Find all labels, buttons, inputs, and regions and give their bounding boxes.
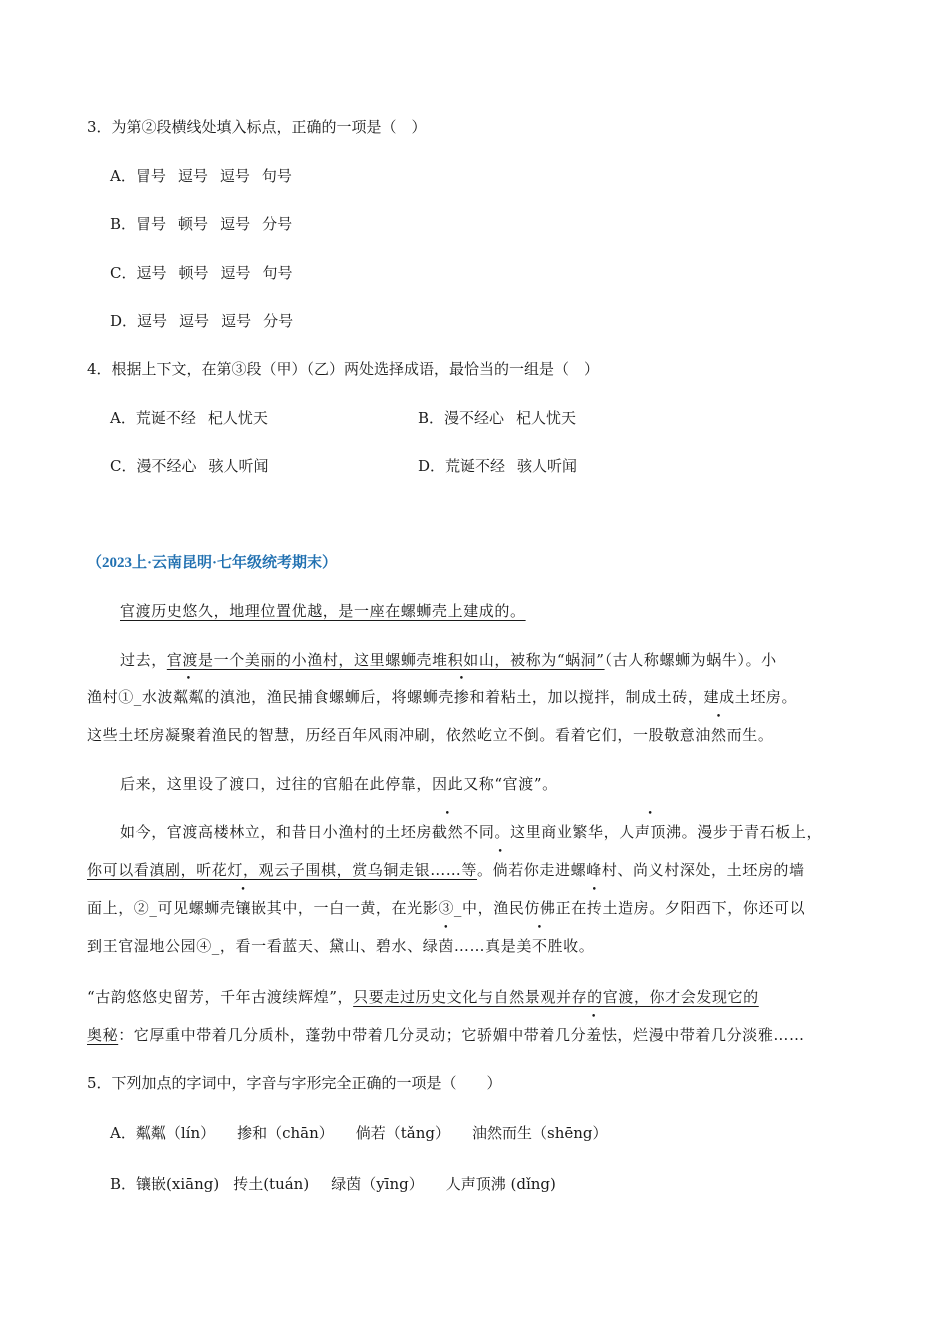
option-part: 顿号 (178, 264, 209, 282)
underlined-text: 官渡是一个美丽的小渔村，这里螺蛳壳堆积如山，被称为“蜗洞” (166, 651, 605, 669)
q4-option-b[interactable] (418, 406, 576, 430)
source-label: （2023上·云南昆明·七年级统考期末） (87, 555, 338, 571)
option-part: 冒号 (136, 215, 167, 233)
passage-p5-line1 (87, 985, 759, 1009)
q4-option-c[interactable] (110, 454, 269, 478)
question-3-stem: 3．为第②段横线处填入标点，正确的一项是（ ） (87, 118, 427, 136)
option-item: 抟土(tuán) (233, 1175, 310, 1193)
option-label: B． (110, 1175, 137, 1193)
passage-p2-line1 (120, 648, 777, 672)
dotted-word: 人声顶沸 (619, 823, 682, 841)
text: 嵌其中，一白一黄，在光影③_中，渔民仿佛正在 (251, 899, 587, 917)
option-part: 分号 (262, 215, 293, 233)
text: 怯，烂漫中带着几分淡雅…… (601, 1026, 805, 1044)
option-item: 人声顶沸 (dǐng) (445, 1175, 556, 1193)
option-part: 杞人忧天 (516, 409, 577, 427)
text: 到王官湿地公园④_，看一看蓝天、黛山、碧水、绿 (87, 937, 439, 955)
option-part: 顿号 (178, 215, 209, 233)
option-label: A． (110, 1124, 136, 1142)
option-item: 油然而生（shēng） (472, 1124, 608, 1142)
dotted-word: 倘 (492, 861, 509, 879)
passage-p4-line2 (87, 858, 805, 882)
text: （古人称螺蛳为蜗牛）。小 (604, 651, 777, 669)
option-item: 掺和（chān） (237, 1124, 334, 1142)
q3-option-b[interactable] (110, 212, 292, 236)
text: 过去， (120, 651, 167, 669)
passage-p3: 后来，这里设了渡口，过往的官船在此停靠，因此又称“官渡”。 (120, 775, 558, 793)
option-label: A． (110, 167, 136, 185)
option-part: 逗号 (220, 264, 251, 282)
passage-p4-line3 (87, 896, 805, 920)
option-label: B． (418, 409, 445, 427)
question-5-stem: 5．下列加点的字词中，字音与字形完全正确的一项是（ ） (87, 1074, 502, 1092)
underlined-text: 官渡历史悠久，地理位置优越，是一座在螺蛳壳上建成的。 (120, 602, 526, 620)
dotted-word: 羞 (586, 1026, 602, 1044)
option-item: 倘若（tǎng） (355, 1124, 451, 1142)
text: 如今，官渡高楼林立，和昔日小渔村的土坯房 (120, 823, 433, 841)
underlined-text: 你可以看滇剧，听花灯，观云子围棋，赏乌铜走银……等 (87, 861, 478, 879)
text: ……真是美 (453, 937, 532, 955)
option-part: 逗号 (137, 312, 168, 330)
passage-p1 (120, 599, 526, 623)
q3-option-a[interactable] (110, 164, 292, 188)
text: 。漫步于青石板上， (681, 823, 823, 841)
text: 和着粘土，加以搅拌，制成土砖，建成土坯房。 (469, 688, 798, 706)
dotted-word: 镶 (235, 899, 252, 917)
option-part: 句号 (262, 264, 293, 282)
option-part: 逗号 (136, 264, 167, 282)
option-part: 骇人听闻 (517, 457, 578, 475)
text: 。 (477, 861, 493, 879)
text: 的滇池，渔民捕食螺蛳后，将螺蛳壳 (204, 688, 454, 706)
dotted-word: 掺 (453, 688, 470, 706)
dotted-word: 抟 (586, 899, 603, 917)
option-part: 逗号 (220, 215, 251, 233)
text: 若你走进螺峰村、尚义村深处，土坯房的墙 (508, 861, 805, 879)
passage-p2-line2 (87, 685, 797, 709)
text: 胜收。 (547, 937, 595, 955)
text: “古韵悠悠史留芳，千年古渡续辉煌”， (87, 988, 354, 1006)
option-item: 镶嵌(xiāng) (136, 1175, 220, 1193)
q4-option-a[interactable] (110, 406, 268, 430)
passage-p4-line4 (87, 934, 594, 958)
option-part: 逗号 (177, 167, 208, 185)
text: ：它厚重中带着几分质朴，蓬勃中带着几分灵动；它骄媚中带着几分 (118, 1026, 587, 1044)
q4-option-d[interactable] (418, 454, 577, 478)
option-part: 漫不经心 (444, 409, 505, 427)
dotted-word: 不 (531, 937, 548, 955)
q3-option-d[interactable] (110, 309, 293, 333)
text: 渔村①_水波 (87, 688, 174, 706)
text: 土造房。夕阳西下，你还可以 (602, 899, 806, 917)
question-4-stem: 4．根据上下文，在第③段（甲）（乙）两处选择成语，最恰当的一组是（ ） (87, 360, 600, 378)
option-part: 逗号 (179, 312, 210, 330)
dotted-word: 油然而 (695, 726, 743, 744)
option-part: 句号 (261, 167, 292, 185)
option-item: 绿茵（yīng） (331, 1175, 424, 1193)
option-part: 冒号 (135, 167, 166, 185)
q5-option-b[interactable] (110, 1172, 556, 1196)
dotted-word: 茵 (438, 937, 454, 955)
passage-p5-line2 (87, 1023, 805, 1047)
passage-p2-line3 (87, 723, 773, 747)
option-label: D． (418, 457, 446, 475)
option-label: C． (110, 264, 137, 282)
option-part: 分号 (263, 312, 294, 330)
text: 这些土坯房凝聚着渔民的智慧，历经百年风雨冲刷，依然屹立不倒。看着它们，一股敬意 (87, 726, 696, 744)
underlined-text: 奥秘 (87, 1026, 119, 1044)
text: 面上，②_可见螺蛳壳 (87, 899, 236, 917)
q5-option-a[interactable] (110, 1121, 608, 1145)
q3-option-c[interactable] (110, 261, 293, 285)
underlined-text: 只要走过历史文化与自然景观并存的官渡，你才会发现它的 (353, 988, 759, 1006)
option-part: 杞人忧天 (207, 409, 268, 427)
dotted-word: 粼粼 (173, 688, 205, 706)
option-part: 逗号 (221, 312, 252, 330)
option-label: A． (110, 409, 136, 427)
option-part: 逗号 (219, 167, 250, 185)
option-part: 骇人听闻 (208, 457, 269, 475)
option-label: B． (110, 215, 137, 233)
option-part: 荒诞不经 (445, 457, 506, 475)
option-item: 粼粼（lín） (135, 1124, 216, 1142)
dotted-word: 截然 (432, 823, 464, 841)
text: 生。 (742, 726, 774, 744)
option-label: C． (110, 457, 137, 475)
option-part: 荒诞不经 (135, 409, 196, 427)
option-label: D． (110, 312, 138, 330)
option-part: 漫不经心 (136, 457, 197, 475)
passage-p4-line1 (120, 820, 822, 844)
text: 不同。这里商业繁华， (463, 823, 620, 841)
